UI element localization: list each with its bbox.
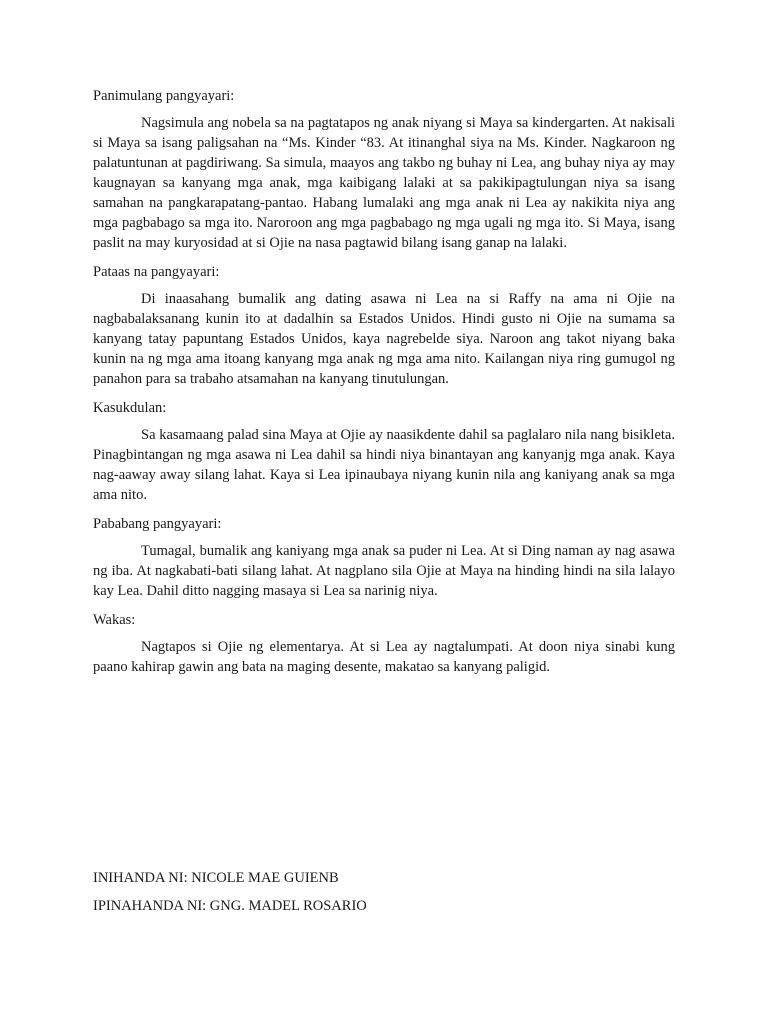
section-text-kasukdulan: Sa kasamaang palad sina Maya at Ojie ay naasikdente dahil sa paglalaro nila nang bisikleta. Pinagbintangan ng mga asawa ni Lea dahil sa hindi niya binantayan ang kanyanjg mga anak. Kaya nag-aaway away silang lahat. Kaya si Lea ipinaubaya niyang kunin nila ang kaniyang anak sa mga ama nito.	[93, 427, 675, 503]
section-text-pababang: Tumagal, bumalik ang kaniyang mga anak sa puder ni Lea. At si Ding naman ay nag asawa ng iba. At nagkabati-bati silang lahat. At nagplano sila Ojie at Maya na hinding hindi na sila lalayo kay Lea. Dahil ditto nagging masaya si Lea sa narinig niya.	[93, 543, 675, 599]
section-heading-pataas: Pataas na pangyayari:	[93, 264, 220, 280]
section-heading-wakas: Wakas:	[93, 612, 136, 628]
prepared-by-line: INIHANDA NI: NICOLE MAE GUIENB	[93, 870, 339, 886]
section-heading-panimulang: Panimulang pangyayari:	[93, 88, 235, 104]
section-text-panimulang: Nagsimula ang nobela sa na pagtatapos ng anak niyang si Maya sa kindergarten. At nakisali si Maya sa isang paligsahan na “Ms. Kinder “83. At itinanghal siya na Ms. Kinder. Nagkaroon ng palatuntunan at pagdiriwang. Sa simula, maayos ang takbo ng buhay ni Lea, ang buhay niya ay may kaugnayan sa kanyang mga anak, mga kaibigang lalaki at sa pakikipagtulungan niya sa isang samahan na pangkarapatang-pantao. Habang lumalaki ang mga anak ni Lea ay nakikita niya ang mga pagbabago sa mga ito. Naroroon ang mga pagbabago ng mga ugali ng mga ito. Si Maya, isang paslit na may kuryosidad at si Ojie na nasa pagtawid bilang isang ganap na lalaki.	[93, 115, 675, 251]
section-text-pataas: Di inaasahang bumalik ang dating asawa ni Lea na si Raffy na ama ni Ojie na nagbabalaksanang kunin ito at dadalhin sa Estados Unidos. Hindi gusto ni Ojie na sumama sa kanyang tatay papuntang Estados Unidos, kaya nagrebelde siya. Naroon ang takot niyang baka kunin na ng mga ama itoang kanyang mga anak ng mga ama nito. Kailangan niya ring gumugol ng panahon para sa trabaho atsamahan na kanyang tinutulungan.	[93, 291, 675, 387]
section-heading-kasukdulan: Kasukdulan:	[93, 400, 167, 416]
submitted-to-line: IPINAHANDA NI: GNG. MADEL ROSARIO	[93, 898, 367, 914]
section-heading-pababang: Pababang pangyayari:	[93, 516, 222, 532]
section-text-wakas: Nagtapos si Ojie ng elementarya. At si Lea ay nagtalumpati. At doon niya sinabi kung paano kahirap gawin ang bata na maging desente, makatao sa kanyang paligid.	[93, 639, 675, 675]
document-body	[93, 86, 675, 686]
